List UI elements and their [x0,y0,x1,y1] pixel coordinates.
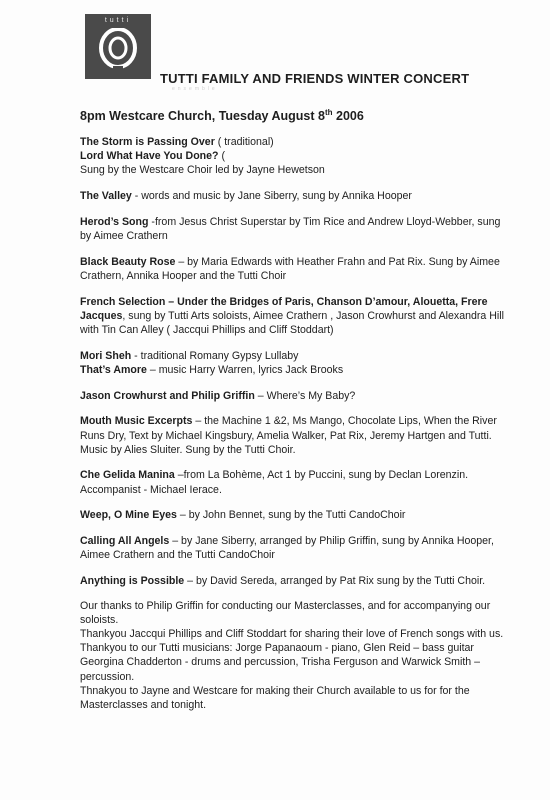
program-text: – music Harry Warren, lyrics Jack Brooks [146,363,344,376]
program-title: That’s Amore [80,363,147,376]
program-content [80,135,505,712]
program-title: Mori Sheh [80,349,132,362]
program-item-mouth-music [80,414,505,457]
program-text: – by Jane Siberry, arranged by Philip Griffin, sung by Annika Hooper, Aimee Crathern and the Tutti CandoChoir [80,535,494,562]
acknowledgements [80,599,505,713]
program-title: Jason Crowhurst and Philip Griffin [80,389,255,402]
program-item-weep [80,508,505,522]
thanks-line: Thnakyou to Jayne and Westcare for making their Church available to us for for the Masterclasses and tonight. [80,684,470,712]
program-item-black-beauty-rose [80,255,505,283]
program-item-mori-sheh [80,349,505,377]
program-title: The Storm is Passing Over [80,136,215,148]
program-item-che-gelida-manina [80,468,505,496]
program-title: The Valley [80,190,132,203]
thanks-line: Thankyou to our Tutti musicians: Jorge Papanaoum - piano, Glen Reid – bass guitar Georgina Chadderton - drums and percussion, Trisha Ferguson and Warwick Smith – percussion. [80,642,481,683]
program-title: Mouth Music Excerpts [80,415,193,428]
program-text: - words and music by Jane Siberry, sung by Annika Hooper [131,190,412,203]
program-text: ( traditional) [214,136,274,148]
program-text: ( [218,150,225,163]
logo-emblem-icon [98,28,138,72]
program-item-calling-all-angels [80,534,505,562]
program-title: Che Gelida Manina [80,469,175,482]
program-text: – Where’s My Baby? [254,389,356,402]
program-item-herods-song [80,215,505,243]
tutti-logo [85,14,218,92]
program-item-anything-is-possible [80,574,505,588]
program-text: – the Machine 1 &2, Ms Mango, Chocolate Lips, When the River Runs Dry, Text by Michael Kingsbury, Amelia Walker, Pat Rix, Jeremy Hartgen and Tutti. Music by Alies Sluiter. Sung by the Tutti Choir. [80,415,497,456]
program-text: – by David Sereda, arranged by Pat Rix sung by the Tutti Choir. [184,574,486,587]
program-text: , sung by Tutti Arts soloists, Aimee Crathern , Jason Crowhurst and Alexandra Hill with Tin Can Alley ( Jaccqui Phillips and Cliff Stoddart) [80,309,504,337]
program-title: Anything is Possible [80,574,185,587]
program-title: Black Beauty Rose [80,255,176,268]
program-title: Calling All Angels [80,535,170,548]
program-text: –from La Bohème, Act 1 by Puccini, sung by Declan Lorenzin. Accompanist - Michael Ierace. [80,469,469,496]
program-title: Weep, O Mine Eyes [80,509,177,522]
program-title: French Selection – Under the Bridges of Paris, Chanson D’amour, Alouetta, Frere Jacques [80,295,488,322]
program-title: Lord What Have You Done? [80,150,219,163]
program-item-storm-lord [80,135,505,178]
program-item-valley [80,189,505,203]
program-text: - traditional Romany Gypsy Lullaby [131,349,299,362]
event-date-suffix: th [324,108,333,117]
event-year: 2006 [332,109,364,124]
event-main: 8pm Westcare Church, Tuesday August 8 [80,109,325,124]
program-text: Sung by the Westcare Choir led by Jayne Hewetson [80,164,325,177]
concert-title: TUTTI FAMILY AND FRIENDS WINTER CONCERT [160,71,470,86]
logo-subtitle: ensemble [172,86,218,92]
event-details [80,108,364,123]
program-text: -from Jesus Christ Superstar by Tim Rice and Andrew Lloyd-Webber, sung by Aimee Crathern [80,215,501,243]
thanks-line: Thankyou Jaccqui Phillips and Cliff Stoddart for sharing their love of French songs with us. [80,628,504,641]
logo-word: tutti [104,17,132,24]
program-item-wheres-my-baby [80,389,505,403]
program-text: – by John Bennet, sung by the Tutti CandoChoir [176,509,406,522]
program-text: – by Maria Edwards with Heather Frahn and Pat Rix. Sung by Aimee Crathern, Annika Hooper and the Tutti Choir [80,255,500,282]
program-item-french-selection [80,295,505,338]
thanks-line: Our thanks to Philip Griffin for conducting our Masterclasses, and for accompanying our soloists. [80,599,491,626]
program-title: Herod’s Song [80,215,149,228]
